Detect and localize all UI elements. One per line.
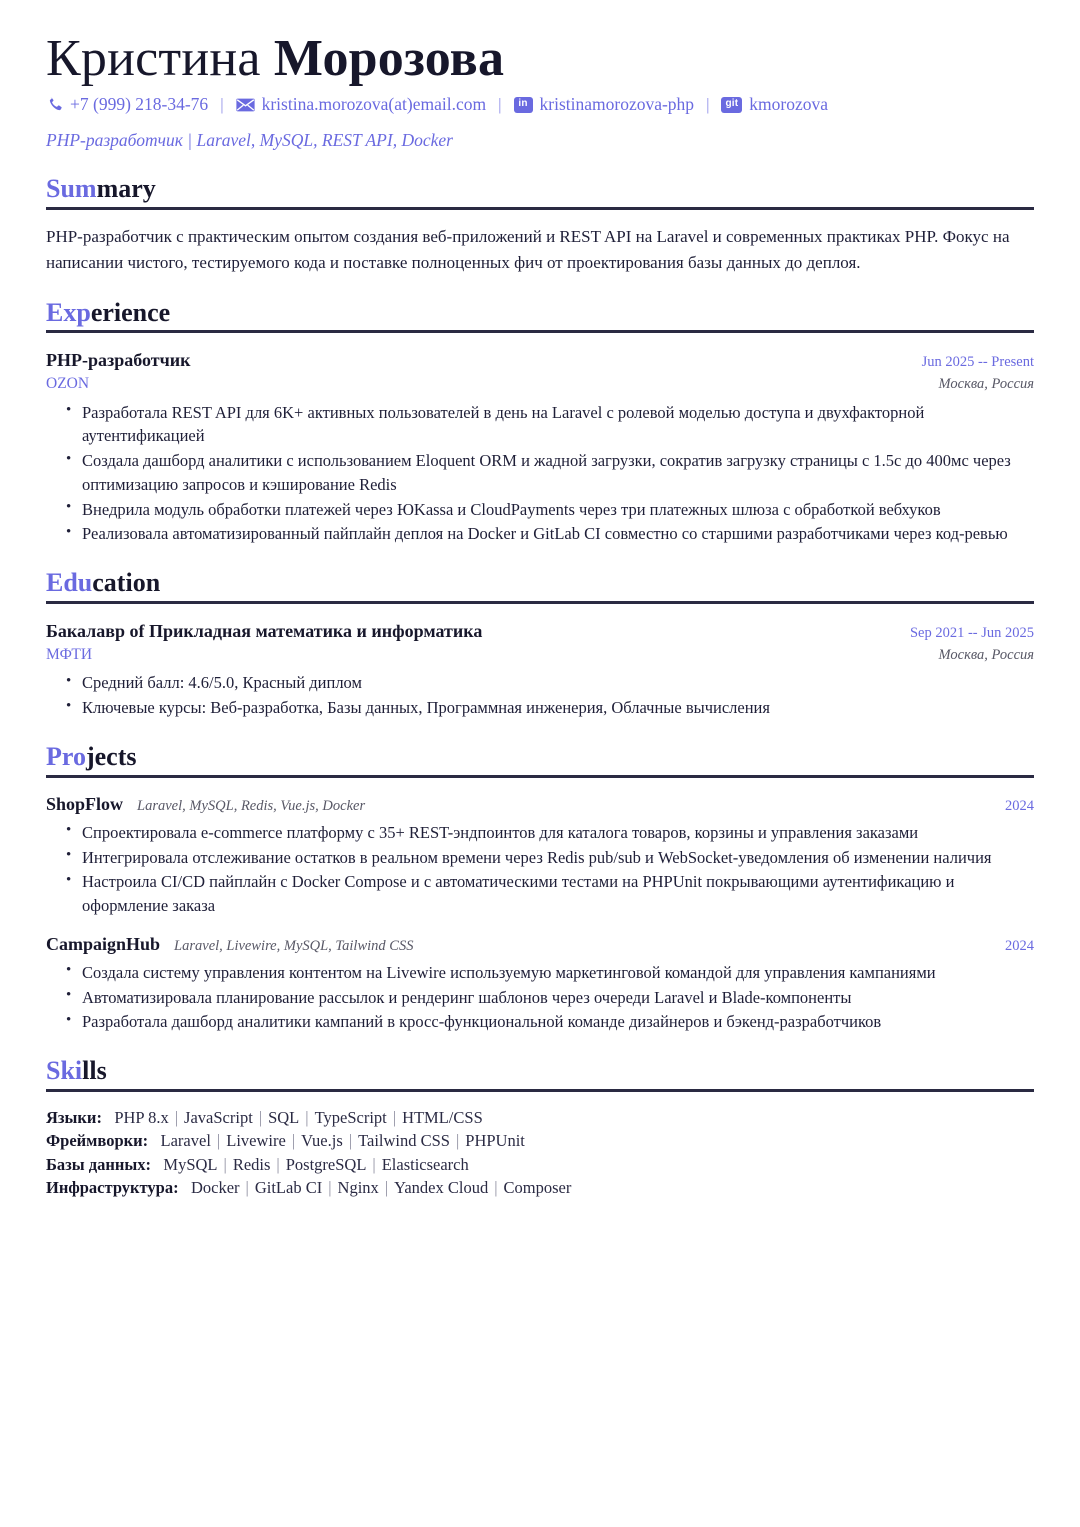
- project-title-group: [46, 794, 365, 815]
- skill-item: Yandex Cloud: [394, 1178, 489, 1198]
- skill-separator: |: [455, 1131, 460, 1151]
- section-education: [46, 568, 1034, 720]
- skill-item: Docker: [190, 1178, 240, 1198]
- headline-tagline: PHP-разработчик | Laravel, MySQL, REST API, Docker: [46, 130, 453, 151]
- list-item: • Создала систему управления контентом на Livewire используемую маркетинговой командой для управления кампаниями: [66, 961, 1034, 985]
- list-item: • Реализовала автоматизированный пайплайн деплоя на Docker и GitLab CI совместно со старшими разработчиками через код-ревью: [66, 522, 1034, 546]
- skill-row-databases: [46, 1153, 1034, 1176]
- contact-linkedin-label: kristinamorozova-php: [539, 94, 695, 115]
- section-heading-accent: Ski: [46, 1056, 83, 1086]
- education-entry-header: [46, 620, 1034, 643]
- skill-separator: |: [276, 1154, 280, 1174]
- experience-entry: [46, 349, 1034, 546]
- skill-separator: |: [494, 1178, 498, 1198]
- linkedin-icon: in: [514, 97, 533, 113]
- git-icon: git: [721, 97, 742, 113]
- section-heading-experience: [46, 298, 1034, 328]
- section-divider: [46, 207, 1034, 210]
- project-title-group: [46, 934, 413, 955]
- skill-separator: |: [328, 1178, 332, 1198]
- contact-email-label: kristina.morozova(at)email.com: [261, 94, 487, 115]
- job-location: Москва, Россия: [938, 375, 1034, 392]
- contact-line: [46, 94, 1034, 115]
- contact-git-label: kmorozova: [749, 94, 829, 115]
- project-header: [46, 794, 1034, 815]
- list-item: • Создала дашборд аналитики с использованием Eloquent ORM и жадной загрузки, сократив загрузку страницы с 1.5с до 400мс через оптимизацию запросов и кэширование Redis: [66, 449, 1034, 497]
- skill-item: Tailwind CSS: [358, 1131, 450, 1151]
- skill-separator: |: [223, 1154, 227, 1174]
- skill-item: GitLab CI: [254, 1178, 323, 1198]
- section-divider: [46, 775, 1034, 778]
- experience-entry-subheader: [46, 373, 1034, 395]
- skill-item: Composer: [503, 1178, 572, 1198]
- skill-item: Laravel: [160, 1131, 211, 1151]
- project-tech-stack: Laravel, MySQL, Redis, Vue.js, Docker: [137, 797, 366, 814]
- job-bullets: [46, 401, 1034, 547]
- skill-separator: |: [392, 1107, 397, 1127]
- contact-phone-label: +7 (999) 218-34-76: [70, 94, 209, 115]
- project-entry: [46, 934, 1034, 1034]
- skill-item: JavaScript: [184, 1107, 253, 1127]
- skill-item: PHPUnit: [465, 1131, 525, 1151]
- skill-item: MySQL: [163, 1154, 218, 1174]
- section-heading-skills: [46, 1056, 1034, 1086]
- contact-email[interactable]: [236, 94, 487, 115]
- section-heading-rest: mary: [96, 173, 156, 203]
- skill-item: PostgreSQL: [285, 1154, 367, 1174]
- skill-item: Nginx: [337, 1178, 379, 1198]
- list-item: • Разработала дашборд аналитики кампаний в кросс-функциональной команде дизайнеров и бэкенд-разработчиков: [66, 1010, 1034, 1034]
- degree-title: Бакалавр of Прикладная математика и информатика: [46, 621, 483, 642]
- contact-separator: |: [706, 94, 710, 114]
- project-year: 2024: [1005, 797, 1034, 814]
- skill-values: [152, 1131, 525, 1150]
- skill-item: HTML/CSS: [402, 1107, 483, 1127]
- section-divider: [46, 330, 1034, 333]
- skill-values: [183, 1178, 572, 1197]
- skill-separator: |: [372, 1154, 376, 1174]
- skill-separator: |: [245, 1178, 249, 1198]
- section-divider: [46, 601, 1034, 604]
- job-company: OZON: [46, 374, 90, 392]
- contact-linkedin[interactable]: [514, 94, 695, 115]
- project-entry: [46, 794, 1034, 918]
- list-item: • Внедрила модуль обработки платежей через ЮKassa и CloudPayments через три платежных шлюза с обработкой вебхуков: [66, 498, 1034, 522]
- section-heading-education: [46, 568, 1034, 598]
- skill-separator: |: [305, 1107, 309, 1127]
- skill-values: [155, 1155, 469, 1174]
- contact-separator: |: [220, 94, 224, 114]
- education-entry-subheader: [46, 644, 1034, 666]
- skill-row-languages: [46, 1106, 1034, 1129]
- section-heading-rest: cation: [92, 568, 161, 598]
- section-divider: [46, 1089, 1034, 1092]
- education-bullets: [46, 671, 1034, 720]
- contact-phone[interactable]: [46, 94, 208, 115]
- skill-separator: |: [291, 1131, 296, 1151]
- section-heading-accent: Edu: [46, 568, 93, 598]
- resume-header: [46, 30, 1034, 152]
- section-summary: [46, 174, 1034, 276]
- contact-git[interactable]: [721, 94, 828, 115]
- skill-separator: |: [258, 1107, 263, 1127]
- section-heading-accent: Sum: [46, 173, 97, 203]
- skill-item: TypeScript: [314, 1107, 387, 1127]
- project-tech-stack: Laravel, Livewire, MySQL, Tailwind CSS: [174, 937, 414, 954]
- skill-item: Redis: [232, 1154, 271, 1174]
- list-item: • Ключевые курсы: Веб-разработка, Базы данных, Программная инженерия, Облачные вычисления: [66, 696, 1034, 720]
- list-item: • Спроектировала e-commerce платформу с 35+ REST-эндпоинтов для каталога товаров, корзины и управления заказами: [66, 821, 1034, 845]
- section-heading-accent: Exp: [46, 297, 91, 327]
- summary-text: PHP-разработчик с практическим опытом создания веб-приложений и REST API на Laravel и современных практиках PHP. Фокус на написании чистого, тестируемого кода и поставке полноценных фич от проектирования базы данных до деплоя.: [46, 226, 1010, 272]
- project-bullets: [46, 961, 1034, 1034]
- skill-item: SQL: [268, 1107, 300, 1127]
- school-location: Москва, Россия: [938, 646, 1034, 663]
- first-name: Кристина: [46, 30, 261, 87]
- job-dates: Jun 2025 -- Present: [921, 354, 1034, 371]
- skill-row-frameworks: [46, 1129, 1034, 1152]
- contact-separator: |: [498, 94, 502, 114]
- section-heading-summary: [46, 174, 1034, 204]
- skill-category-label: Инфраструктура:: [46, 1178, 179, 1198]
- section-skills: [46, 1056, 1034, 1200]
- education-entry: [46, 620, 1034, 720]
- skill-separator: |: [174, 1107, 179, 1127]
- list-item: • Средний балл: 4.6/5.0, Красный диплом: [66, 671, 1034, 695]
- skills-list: [46, 1106, 1034, 1200]
- section-heading-rest: lls: [82, 1056, 107, 1086]
- section-heading-projects: [46, 742, 1034, 772]
- skill-item: PHP 8.x: [114, 1107, 169, 1127]
- section-heading-rest: jects: [85, 741, 137, 771]
- skill-separator: |: [348, 1131, 353, 1151]
- skill-item: Livewire: [226, 1131, 286, 1151]
- skill-row-infrastructure: [46, 1176, 1034, 1199]
- project-bullets: [46, 821, 1034, 918]
- last-name: Морозова: [273, 30, 505, 87]
- project-year: 2024: [1005, 937, 1034, 954]
- list-item: • Настроила CI/CD пайплайн с Docker Compose и с автоматическими тестами на PHPUnit покрывающими аутентификацию и оформление заказа: [66, 870, 1034, 918]
- degree-dates: Sep 2021 -- Jun 2025: [909, 625, 1034, 642]
- candidate-name: [46, 30, 1034, 88]
- job-title: PHP-разработчик: [46, 350, 191, 371]
- section-experience: [46, 298, 1034, 547]
- section-heading-accent: Pro: [46, 741, 86, 771]
- skill-item: Vue.js: [301, 1131, 343, 1151]
- school-name: МФТИ: [46, 645, 93, 663]
- project-name: ShopFlow: [46, 793, 124, 814]
- list-item: • Интегрировала отслеживание остатков в реальном времени через Redis pub/sub и WebSocket-уведомления об изменении наличия: [66, 846, 1034, 870]
- phone-icon: [46, 96, 63, 113]
- skill-item: Elasticsearch: [381, 1154, 469, 1174]
- skill-separator: |: [384, 1178, 389, 1198]
- list-item: • Автоматизировала планирование рассылок и рендеринг шаблонов через очереди Laravel и Blade-компоненты: [66, 986, 1034, 1010]
- section-heading-rest: erience: [90, 297, 171, 327]
- project-name: CampaignHub: [46, 933, 161, 954]
- skill-category-label: Языки:: [46, 1107, 102, 1127]
- list-item: • Разработала REST API для 6K+ активных пользователей в день на Laravel с ролевой моделью доступа и двухфакторной аутентификацией: [66, 401, 1034, 449]
- section-projects: [46, 742, 1034, 1034]
- experience-entry-header: [46, 349, 1034, 372]
- email-icon: [236, 98, 255, 112]
- skill-values: [106, 1108, 483, 1127]
- skill-category-label: Базы данных:: [46, 1154, 152, 1174]
- project-header: [46, 934, 1034, 955]
- skill-separator: |: [216, 1131, 221, 1151]
- skill-category-label: Фреймворки:: [46, 1131, 149, 1151]
